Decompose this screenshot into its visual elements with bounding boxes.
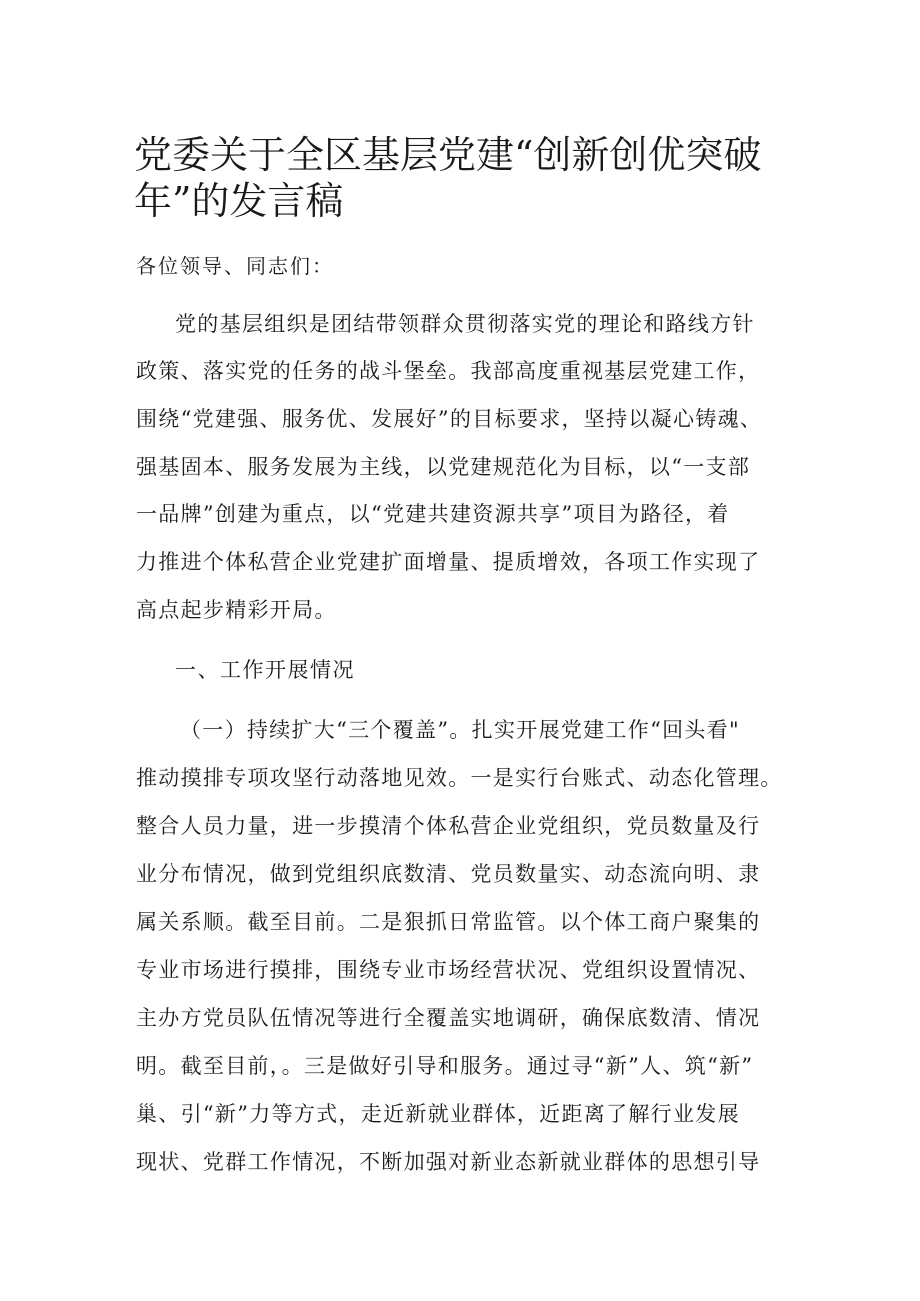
paragraph-line: 明。截至目前，。三是做好引导和服务。通过寻“新”人、筑“新” (136, 1054, 754, 1078)
paragraph-line: 专业市场进行摸排，围绕专业市场经营状况、党组织设置情况、 (136, 958, 761, 982)
paragraph-line: 属关系顺。截至目前。二是狠抓日常监管。以个体工商户聚集的 (136, 910, 761, 934)
paragraph-line: 推动摸排专项攻坚行动落地见效。一是实行台账式、动态化管理。 (136, 766, 783, 790)
paragraph-line: 高点起步精彩开局。 (136, 598, 337, 622)
paragraph-line: 现状、党群工作情况，不断加强对新业态新就业群体的思想引导 (136, 1150, 761, 1174)
paragraph-line: 整合人员力量，进一步摸清个体私营企业党组织，党员数量及行 (136, 814, 761, 838)
paragraph-line: 巢、引“新”力等方式，走近新就业群体，近距离了解行业发展 (136, 1102, 740, 1126)
paragraph-line: 政策、落实党的任务的战斗堡垒。我部高度重视基层党建工作， (136, 359, 761, 383)
paragraph-line: 力推进个体私营企业党建扩面增量、提质增效，各项工作实现了 (136, 550, 761, 574)
paragraph-line: 党的基层组织是团结带领群众贯彻落实党的理论和路线方针 (175, 312, 755, 336)
paragraph-line: （一）持续扩大“三个覆盖”。扎实开展党建工作“回头看" (180, 718, 740, 742)
paragraph-line: 围绕“党建强、服务优、发展好”的目标要求，坚持以凝心铸魂、 (136, 407, 763, 431)
document-title: 党委关于全区基层党建“创新创优突破年”的发言稿 (134, 133, 762, 223)
paragraph-line: 主办方党员队伍情况等进行全覆盖实地调研，确保底数清、情况 (136, 1006, 761, 1030)
section-heading: 一、工作开展情况 (175, 658, 355, 682)
paragraph-line: 一品牌”创建为重点，以“党建共建资源共享”项目为路径，着 (136, 502, 730, 526)
paragraph-line: 强基固本、服务发展为主线，以党建规范化为目标，以“一支部 (136, 455, 751, 479)
paragraph-line: 业分布情况，做到党组织底数清、党员数量实、动态流向明、隶 (136, 862, 761, 886)
salutation: 各位领导、同志们： (136, 254, 334, 278)
